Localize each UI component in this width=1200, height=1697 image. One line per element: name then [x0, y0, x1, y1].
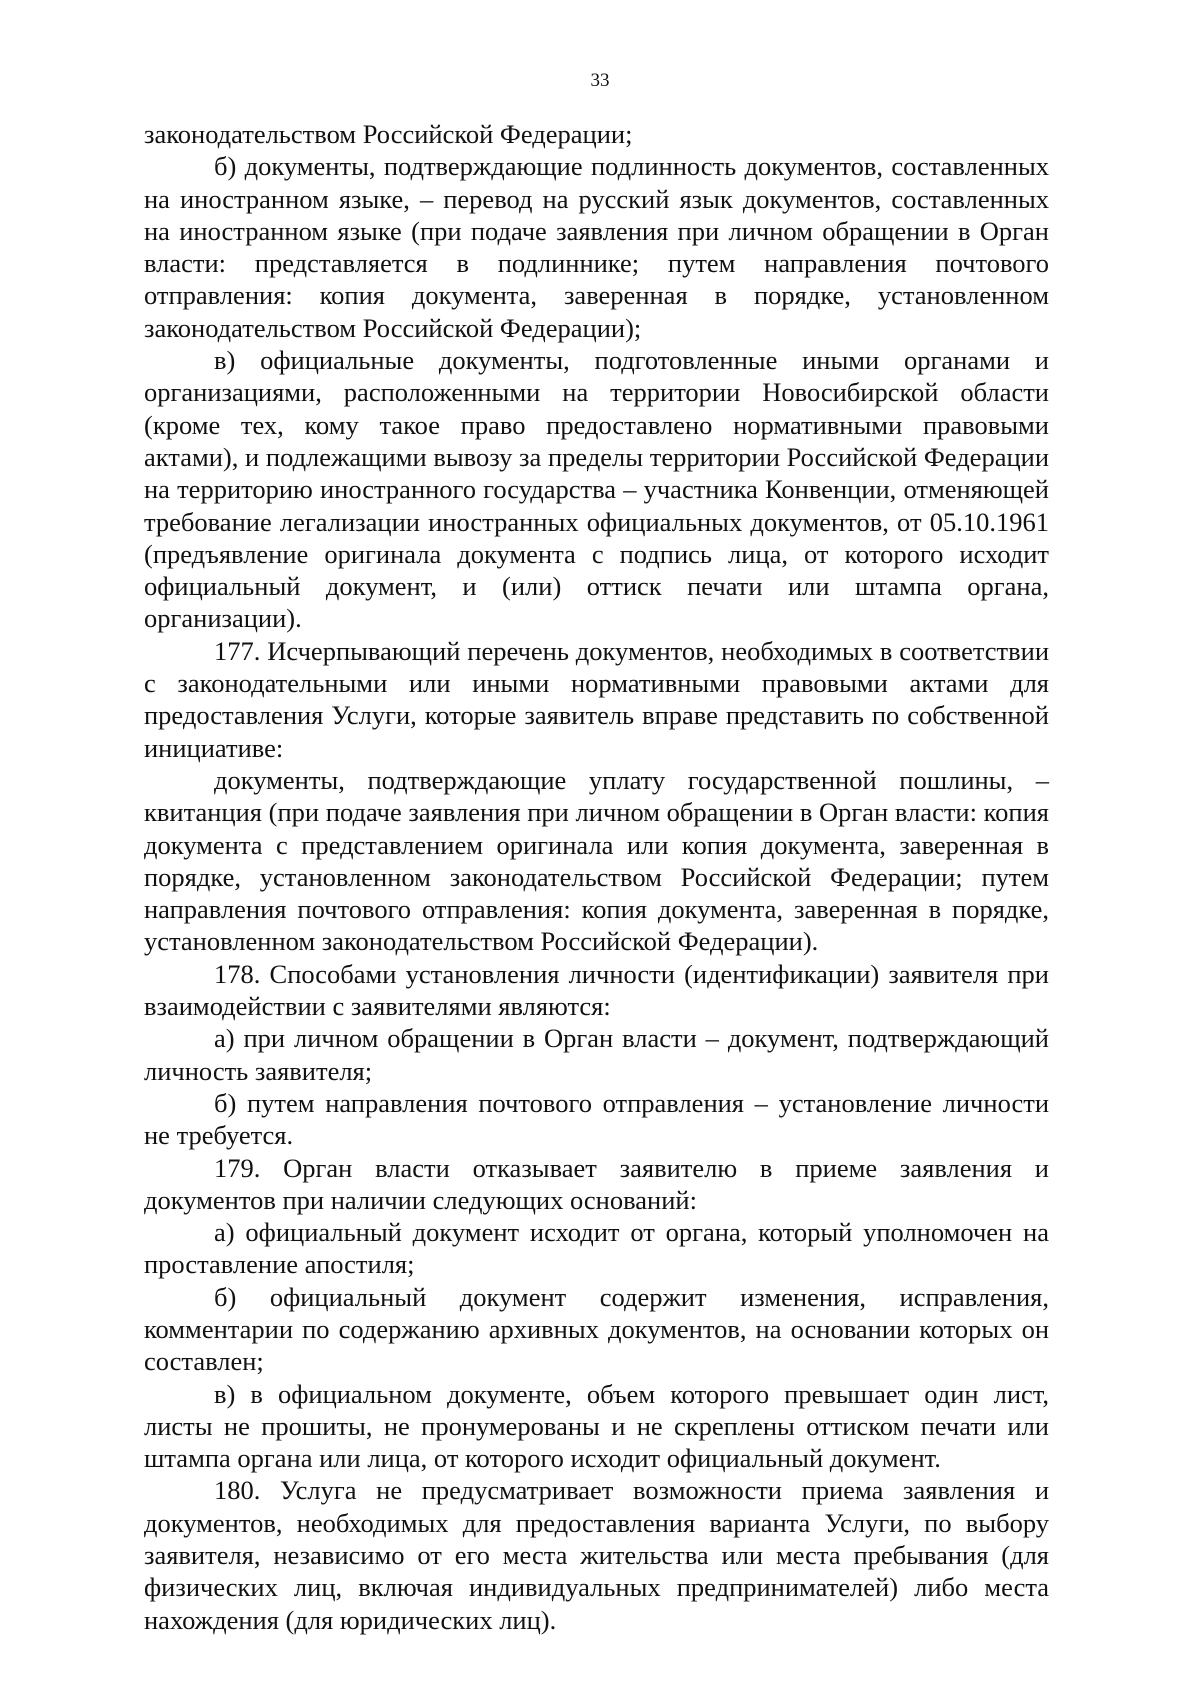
paragraph-item-v-official-documents: в) официальные документы, подготовленные иными органами и организациями, расположенными на территории Новосибирской области (кроме тех, кому такое право предоставлено нормативными правовыми актами), и подлежащими вывозу за пределы территории Российской Федерации на территорию иностранного государства – участника Конвенции, отменяющей требование легализации иностранных официальных документов, от 05.10.1961 (предъявление оригинала документа с подпись лица, от которого исходит официальный документ, и (или) оттиск печати или штампа органа, организации).	[144, 345, 1049, 634]
page-number: 33	[590, 70, 610, 91]
paragraph-clause-179: 179. Орган власти отказывает заявителю в приеме заявления и документов при наличии следующих оснований:	[144, 1152, 1049, 1215]
paragraph-179-item-v: в) в официальном документе, объем которого превышает один лист, листы не прошиты, не пронумерованы и не скреплены оттиском печати или штампа органа или лица, от которого исходит официальный документ.	[144, 1378, 1049, 1474]
paragraph-178-item-b: б) путем направления почтового отправления – установление личности не требуется.	[144, 1087, 1049, 1151]
document-body	[144, 118, 1049, 1636]
paragraph-178-item-a: а) при личном обращении в Орган власти – документ, подтверждающий личность заявителя;	[144, 1023, 1049, 1086]
paragraph-item-b-translation: б) документы, подтверждающие подлинность документов, составленных на иностранном языке, – перевод на русский язык документов, составленных на иностранном языке (при подаче заявления при личном обращении в Орган власти: представляется в подлиннике; путем направления почтового отправления: копия документа, заверенная в порядке, установленном законодательством Российской Федерации);	[144, 151, 1049, 343]
paragraph-clause-177: 177. Исчерпывающий перечень документов, необходимых в соответствии с законодательными или иными нормативными правовыми актами для предоставления Услуги, которые заявитель вправе представить по собственной инициативе:	[144, 635, 1049, 763]
paragraph-clause-180: 180. Услуга не предусматривает возможности приема заявления и документов, необходимых для предоставления варианта Услуги, по выбору заявителя, независимо от его места жительства или места пребывания (для физических лиц, включая индивидуальных предпринимателей) либо места нахождения (для юридических лиц).	[144, 1475, 1049, 1635]
paragraph-179-item-a: а) официальный документ исходит от органа, который уполномочен на проставление апостиля;	[144, 1217, 1049, 1280]
paragraph-continuation: законодательством Российской Федерации;	[144, 119, 633, 149]
paragraph-state-fee-documents: документы, подтверждающие уплату государственной пошлины, – квитанция (при подаче заявления при личном обращении в Орган власти: копия документа с представлением оригинала или копия документа, заверенная в порядке, установленном законодательством Российской Федерации; путем направления почтового отправления: копия документа, заверенная в порядке, установленном законодательством Российской Федерации).	[144, 764, 1049, 957]
paragraph-179-item-b: б) официальный документ содержит изменения, исправления, комментарии по содержанию архивных документов, на основании которых он составлен;	[144, 1281, 1049, 1377]
paragraph-clause-178: 178. Способами установления личности (идентификации) заявителя при взаимодействии с заявителями являются:	[144, 958, 1049, 1022]
